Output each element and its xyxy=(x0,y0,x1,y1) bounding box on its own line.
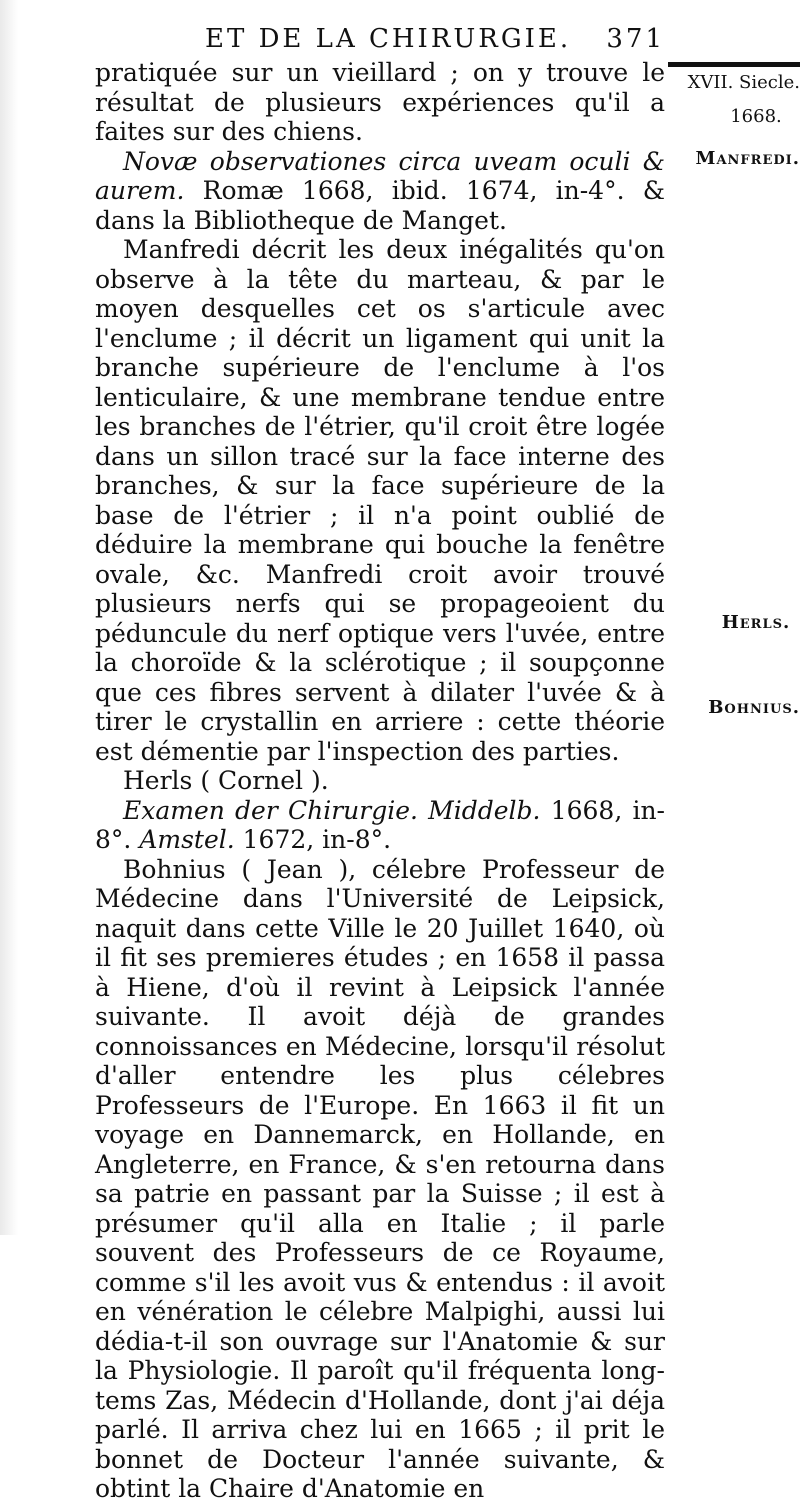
paragraph-bohnius: Bohnius ( Jean ), célebre Professeur de Médecine dans l'Université de Leipsick, naquit dans cette Ville le 20 Juillet 1640, où il fit ses premieres études ; en 1658 il passa à Hiene, d'où il revint à Leipsick l'année suivante. Il avoit déjà de grandes connoissances en Médecine, lorsqu'il résolut d'aller entendre les plus célebres Professeurs de l'Europe. En 1663 il fit un voyage en Dannemarck, en Hollande, en Angleterre, en France, & s'en retourna dans sa patrie en passant par la Suisse ; il est à présumer qu'il alla en Italie ; il parle souvent des Professeurs de ce Royaume, comme s'il les avoit vus & entendus : il avoit en vénération le célebre Malpighi, aussi lui dédia-t-il son ouvrage sur l'Anatomie & sur la Physiologie. Il paroît qu'il fréquenta long-tems Zas, Médecin d'Hollande, dont j'ai déja parlé. Il arriva chez lui en 1665 ; il prit le bonnet de Docteur l'année suivante, & obtint la Chaire d'Anatomie en xyxy=(95,854,665,1503)
margin-note-manfredi: Manfredi. xyxy=(695,148,800,169)
work-details: Romæ 1668, ibid. 1674, in-4°. & dans la Bibliotheque de Manget. xyxy=(95,176,665,235)
work-title: Novæ observationes circa uveam oculi & aurem. xyxy=(95,146,665,205)
running-header xyxy=(95,18,665,58)
margin-rule xyxy=(668,62,800,67)
work-details: 1668, in-8°. xyxy=(95,795,665,854)
margin-note-bohnius: Bohnius. xyxy=(708,697,800,718)
paragraph-examen xyxy=(95,796,665,855)
paragraph-manfredi: Manfredi décrit les deux inégalités qu'on observe à la tête du marteau, & par le moyen desquelles cet os s'articule avec l'enclume ; il décrit un ligament qui unit la branche supérieure de l'enclume à l'os lenticulaire, & une membrane tendue entre les branches de l'étrier, qu'il croit être logée dans un sillon tracé sur la face interne des branches, & sur la face supérieure de la base de l'étrier ; il n'a point oublié de déduire la membrane qui bouche la fenêtre ovale, &c. Manfredi croit avoir trouvé plusieurs nerfs qui se propageoient du péduncule du nerf optique vers l'uvée, entre la choroïde & la sclérotique ; il soupçonne que ces fibres servent à dilater l'uvée & à tirer le crystallin en arriere : cette théorie est démentie par l'inspection des parties. xyxy=(95,235,665,766)
page-edge-shadow xyxy=(0,0,18,1235)
page-number: 371 xyxy=(606,24,665,54)
main-text xyxy=(95,58,665,1504)
margin-note-century: XVII. Siecle. xyxy=(687,72,800,93)
margin-note-herls: Herls. xyxy=(721,612,791,633)
work-details-2: 1672, in-8°. xyxy=(234,825,392,854)
paragraph-herls: Herls ( Cornel ). xyxy=(123,766,329,795)
running-title: ET DE LA CHIRURGIE. xyxy=(205,24,572,54)
paragraph-novae xyxy=(95,147,665,236)
work-place: Amstel. xyxy=(139,825,235,854)
paragraph-continued: pratiquée sur un vieillard ; on y trouve le résultat de plusieurs expériences qu'il a faites sur des chiens. xyxy=(95,58,665,146)
margin-note-year: 1668. xyxy=(730,106,782,127)
work-title: Examen der Chirurgie. Middelb. xyxy=(123,795,541,825)
